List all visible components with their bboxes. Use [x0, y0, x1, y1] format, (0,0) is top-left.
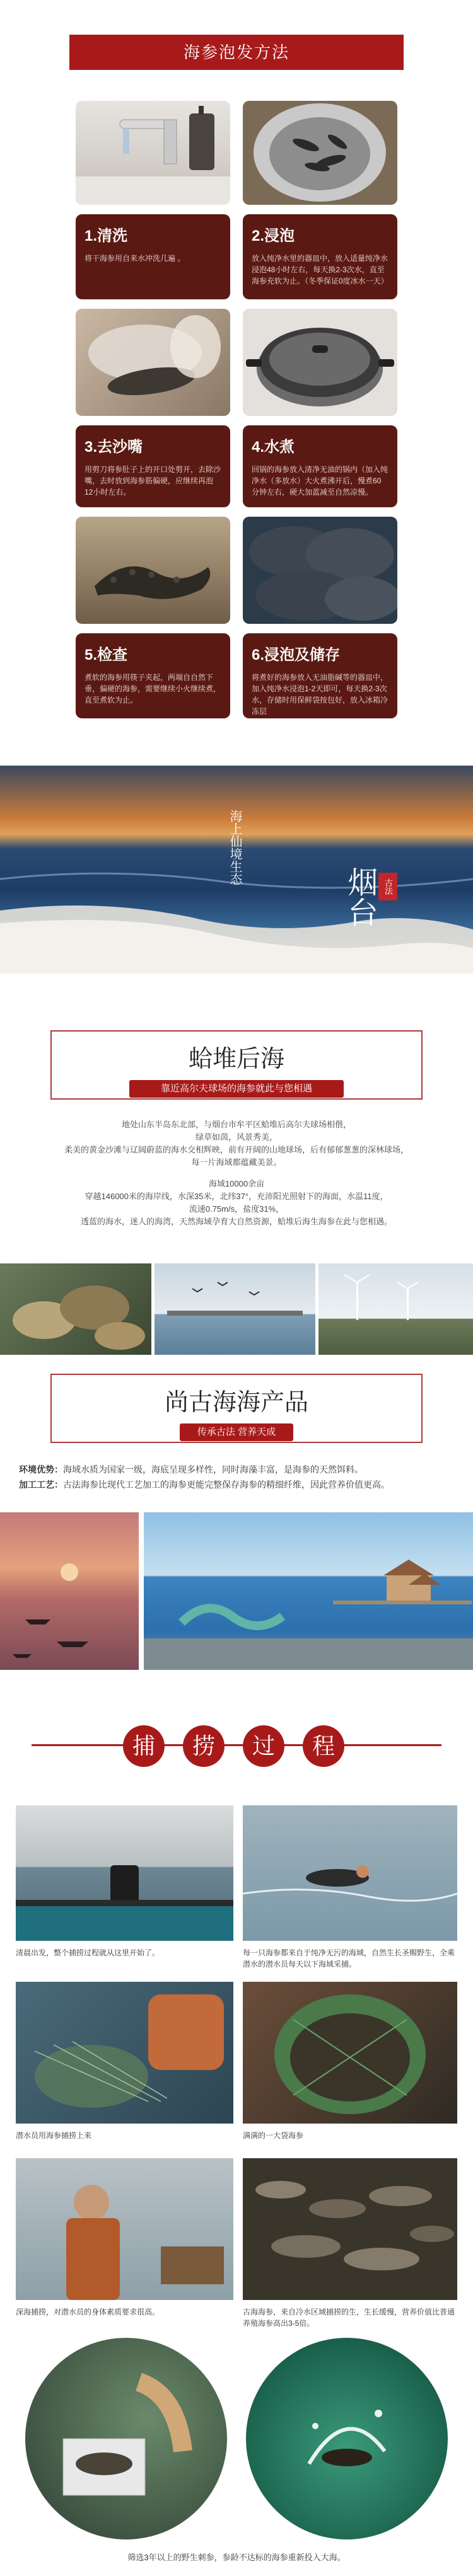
origin-para-4: 每一片海域都蕴藏美景。 — [191, 1158, 282, 1167]
fishing-caption-3: 潜水员用海参捕捞上来 — [16, 2131, 92, 2140]
step2-card — [243, 214, 397, 299]
fishing-title-char-4: 程 — [303, 1725, 344, 1767]
step2-title: 2.浸泡 — [252, 227, 295, 244]
fishing-circle-release — [246, 2338, 448, 2539]
fishing-photo-net-haul — [16, 1982, 233, 2124]
fishing-caption-1: 清晨出发，整个捕捞过程就从这里开始了。 — [16, 1948, 160, 1957]
banner-seal: 古法 — [378, 873, 397, 900]
fishing-caption-4: 满满的一大袋海参 — [243, 2131, 304, 2140]
sea-cucumber-icon — [76, 517, 230, 624]
fishing-title-char-3: 过 — [243, 1725, 284, 1767]
fishing-caption-6: 古海海参，来自冷水区域捕捞的生，生长缓慢，营养价值比普通养殖海参高出3-5倍。 — [243, 2308, 455, 2328]
bag-icon — [243, 1982, 457, 2124]
fishing-caption-2: 每一只海参都来自于纯净无污的海域，自然生长圣赐野生，全乘潜水的潜水员每天以下海域采捕。 — [243, 1948, 455, 1969]
splash-icon — [246, 2338, 448, 2539]
origin-title-frame — [50, 1030, 423, 1100]
pot-icon — [243, 309, 397, 416]
fishing-photo-catch — [243, 2158, 457, 2300]
step5-image — [76, 517, 230, 624]
fishing-photo-diver — [243, 1805, 457, 1941]
product-title: 尚古海海产品 — [164, 1389, 308, 1416]
yantai-sea-banner — [0, 766, 473, 974]
origin-para-5: 海域10000余亩 — [208, 1179, 265, 1188]
diver-icon — [243, 1805, 457, 1941]
fishing-caption-5: 深海捕捞，对潜水员的身体素质要求很高。 — [16, 2308, 160, 2316]
step3-card — [76, 425, 230, 507]
step1-title: 1.清洗 — [85, 227, 128, 244]
step5-card — [76, 633, 230, 718]
fishing-circle-sorting — [25, 2338, 227, 2539]
origin-title: 蛤堆后海 — [188, 1046, 284, 1072]
fishing-photo-full-bag — [243, 1982, 457, 2124]
outboard-motor-icon — [16, 1805, 233, 1941]
origin-photo-harbor — [155, 1263, 315, 1355]
fishing-title-line — [32, 1744, 441, 1746]
frozen-bags-icon — [243, 517, 397, 624]
product-description — [19, 1462, 454, 1492]
crate-icon — [25, 2338, 227, 2539]
origin-subtitle-badge: 靠近高尔夫球场的海参就此与您相遇 — [129, 1080, 344, 1098]
fishing-bottom-caption: 筛选3年以上的野生刺参，参龄不达标的海参重新投入大海。 — [127, 2553, 346, 2562]
sun-icon — [0, 1512, 139, 1670]
fishing-title-char-2: 捞 — [183, 1725, 225, 1767]
origin-para-2: 绿草如茵，风景秀美， — [195, 1132, 277, 1142]
diver-suit-icon — [16, 2158, 233, 2300]
step6-title: 6.浸泡及储存 — [252, 647, 341, 664]
shellfish-icon — [0, 1263, 151, 1355]
step1-image — [76, 101, 230, 205]
fishing-photo-boat — [16, 1805, 233, 1941]
origin-para-7: 流速0.75m/s，盐度31%， — [189, 1204, 284, 1214]
fishing-title-bar — [0, 1714, 473, 1777]
product-env — [19, 1462, 454, 1477]
catch-pile-icon — [243, 2158, 457, 2300]
gloved-hands-icon — [76, 309, 230, 416]
origin-photo-windmills — [318, 1263, 473, 1355]
product-photo-sunset-boats — [0, 1512, 139, 1670]
step3-desc: 用剪刀将参肚子上的开口处剪开，去除沙嘴，去时放到海参筋偏硬，应继续再泡12小时左右。 — [85, 465, 221, 497]
step1-desc: 将干海参用自来水冲洗几遍 。 — [85, 254, 185, 263]
step1-card — [76, 214, 230, 299]
craft-text: 古法海参比现代工艺加工的海参更能完整保存海参的精细纤维，因此营养价值更高。 — [63, 1480, 390, 1490]
fishing-photo-deep-sea — [16, 2158, 233, 2300]
origin-para-6: 穿越146000米的海岸线，水深35米，北纬37°，充沛阳光照射下的海面，水温11度， — [85, 1192, 388, 1201]
banner-place-name: 烟台 — [343, 866, 377, 927]
step5-desc: 煮软的海参用筷子夹起，两端自自然下垂，偏硬的海参，需要继续小火继续煮，直至煮软为止。 — [85, 673, 221, 704]
fishing-title-char-1: 捕 — [123, 1725, 165, 1767]
faucet-icon — [76, 101, 230, 205]
origin-photo-seafood — [0, 1263, 151, 1355]
step4-card — [243, 425, 397, 507]
step3-title: 3.去沙嘴 — [85, 439, 143, 456]
net-icon — [16, 1982, 233, 2124]
step6-desc: 将煮好的海参放入无油脂碱等的器皿中，加入纯净水浸泡1-2天即可，每天换2-3次水，存储时用保鲜袋按包好，放入冰箱冷冻层 — [252, 673, 388, 716]
banner-vertical-caption: 海上仙境生态 — [228, 810, 242, 885]
origin-para-1: 地处山东半岛东北部，与烟台市牟平区蛤堆后高尔夫球场相偎， — [121, 1120, 351, 1129]
step3-image — [76, 309, 230, 416]
product-photo-coast-pavilion — [144, 1512, 473, 1670]
env-text: 海域水质为国家一级，海底呈现多样性，同时海藻丰富，是海参的天然饵料。 — [63, 1464, 363, 1475]
birds-icon — [155, 1263, 315, 1355]
origin-para-8: 透蓝的海水，迷人的海湾，天然海域孕育大自然资源，蛤堆后海生海参在此与您相遇。 — [80, 1217, 392, 1226]
product-title-frame — [50, 1374, 423, 1443]
craft-label: 加工工艺： — [19, 1480, 63, 1490]
step4-title: 4.水煮 — [252, 439, 295, 456]
product-subtitle-badge: 传承古法 营养天成 — [180, 1423, 293, 1441]
step2-desc: 放入纯净水里的器皿中，放入适量纯净水浸泡48小时左右，每天换2-3次水，直至海参充软为止。（冬季保证0度冰水一天） — [252, 254, 388, 285]
step4-desc: 回锅的海参放入清净无油的锅内（加入纯净水（多放水）大火煮沸开后，慢煮60分钟左右，硬大加蓝减至自然凉慢。 — [252, 465, 388, 497]
product-craft — [19, 1477, 454, 1492]
origin-description — [25, 1118, 448, 1228]
step4-image — [243, 309, 397, 416]
wind-turbine-icon — [318, 1263, 473, 1355]
step6-card — [243, 633, 397, 718]
step6-image — [243, 517, 397, 624]
bowl-icon — [243, 101, 397, 205]
soak-section-title: 海参泡发方法 — [69, 35, 404, 70]
step2-image — [243, 101, 397, 205]
pavilion-icon — [144, 1512, 473, 1670]
step5-title: 5.检查 — [85, 647, 128, 664]
env-label: 环境优势： — [19, 1464, 63, 1475]
origin-para-3: 柔美的黄金沙滩与辽阔蔚蓝的海水交相辉映，前有开阔的山地球场，后有郁郁葱葱的深林球场， — [64, 1145, 409, 1154]
